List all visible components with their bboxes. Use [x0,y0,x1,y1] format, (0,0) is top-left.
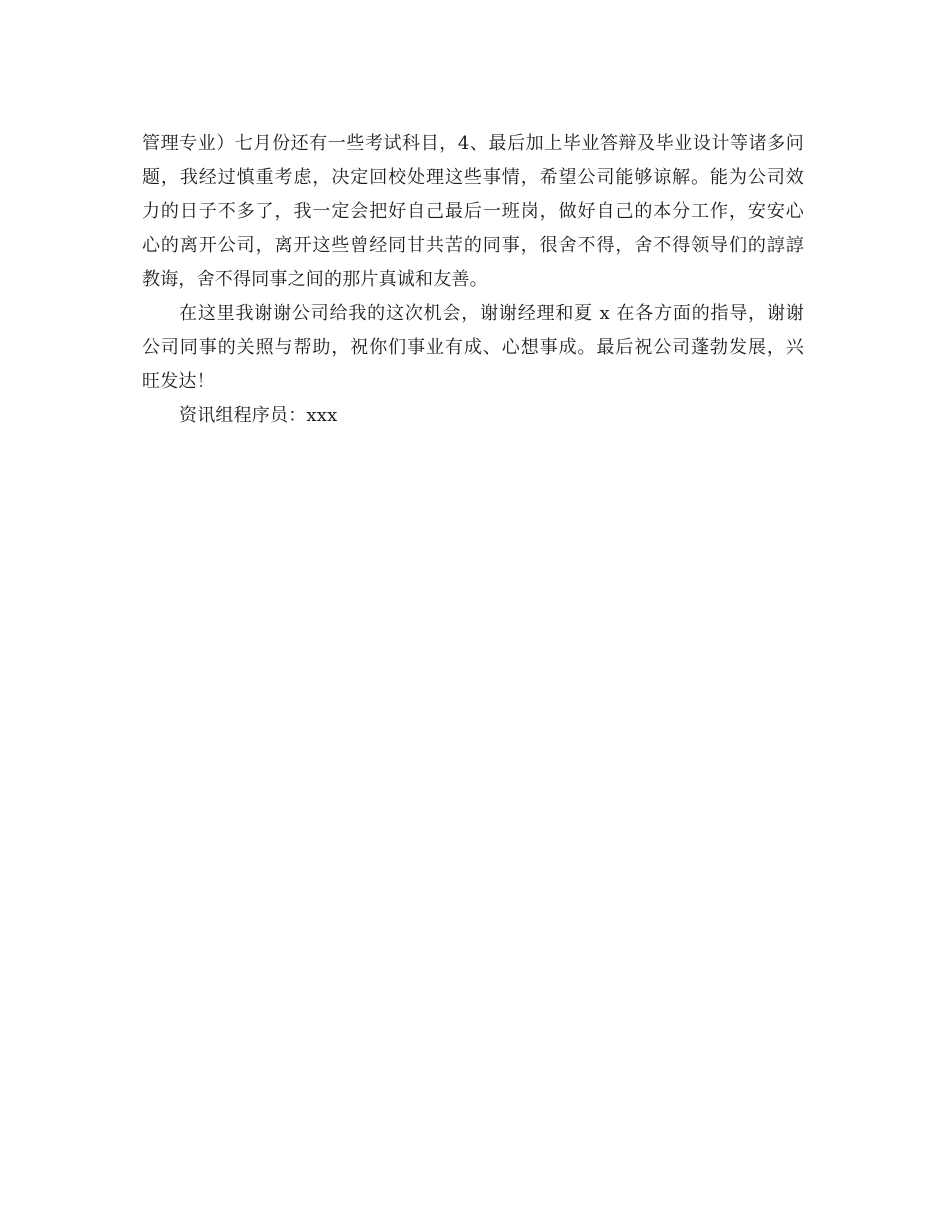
text-line: 教诲，舍不得同事之间的那片真诚和友善。 [142,269,488,290]
text-line: 题，我经过慎重考虑，决定回校处理这些事情，希望公司能够谅解。能为公司效 [142,167,804,188]
paragraph-continuation [142,127,804,297]
text-line: 心的离开公司，离开这些曾经同甘共苦的同事，很舍不得，舍不得领导们的諄諄 [142,235,804,256]
text-line: 力的日子不多了，我一定会把好自己最后一班岗，做好自己的本分工作，安安心 [142,201,804,222]
text-line: 管理专业）七月份还有一些考试科目，4、最后加上毕业答辩及毕业设计等诸多问 [142,133,804,154]
paragraph-thanks [142,297,804,399]
signature: 资讯组程序员：xxx [179,405,338,426]
text-line: 旺发达！ [142,371,215,392]
text-line: 在这里我谢谢公司给我的这次机会，谢谢经理和夏 x 在各方面的指导，谢谢 [179,303,804,324]
document-body [142,127,804,433]
text-line: 公司同事的关照与帮助，祝你们事业有成、心想事成。最后祝公司蓬勃发展，兴 [142,337,804,358]
